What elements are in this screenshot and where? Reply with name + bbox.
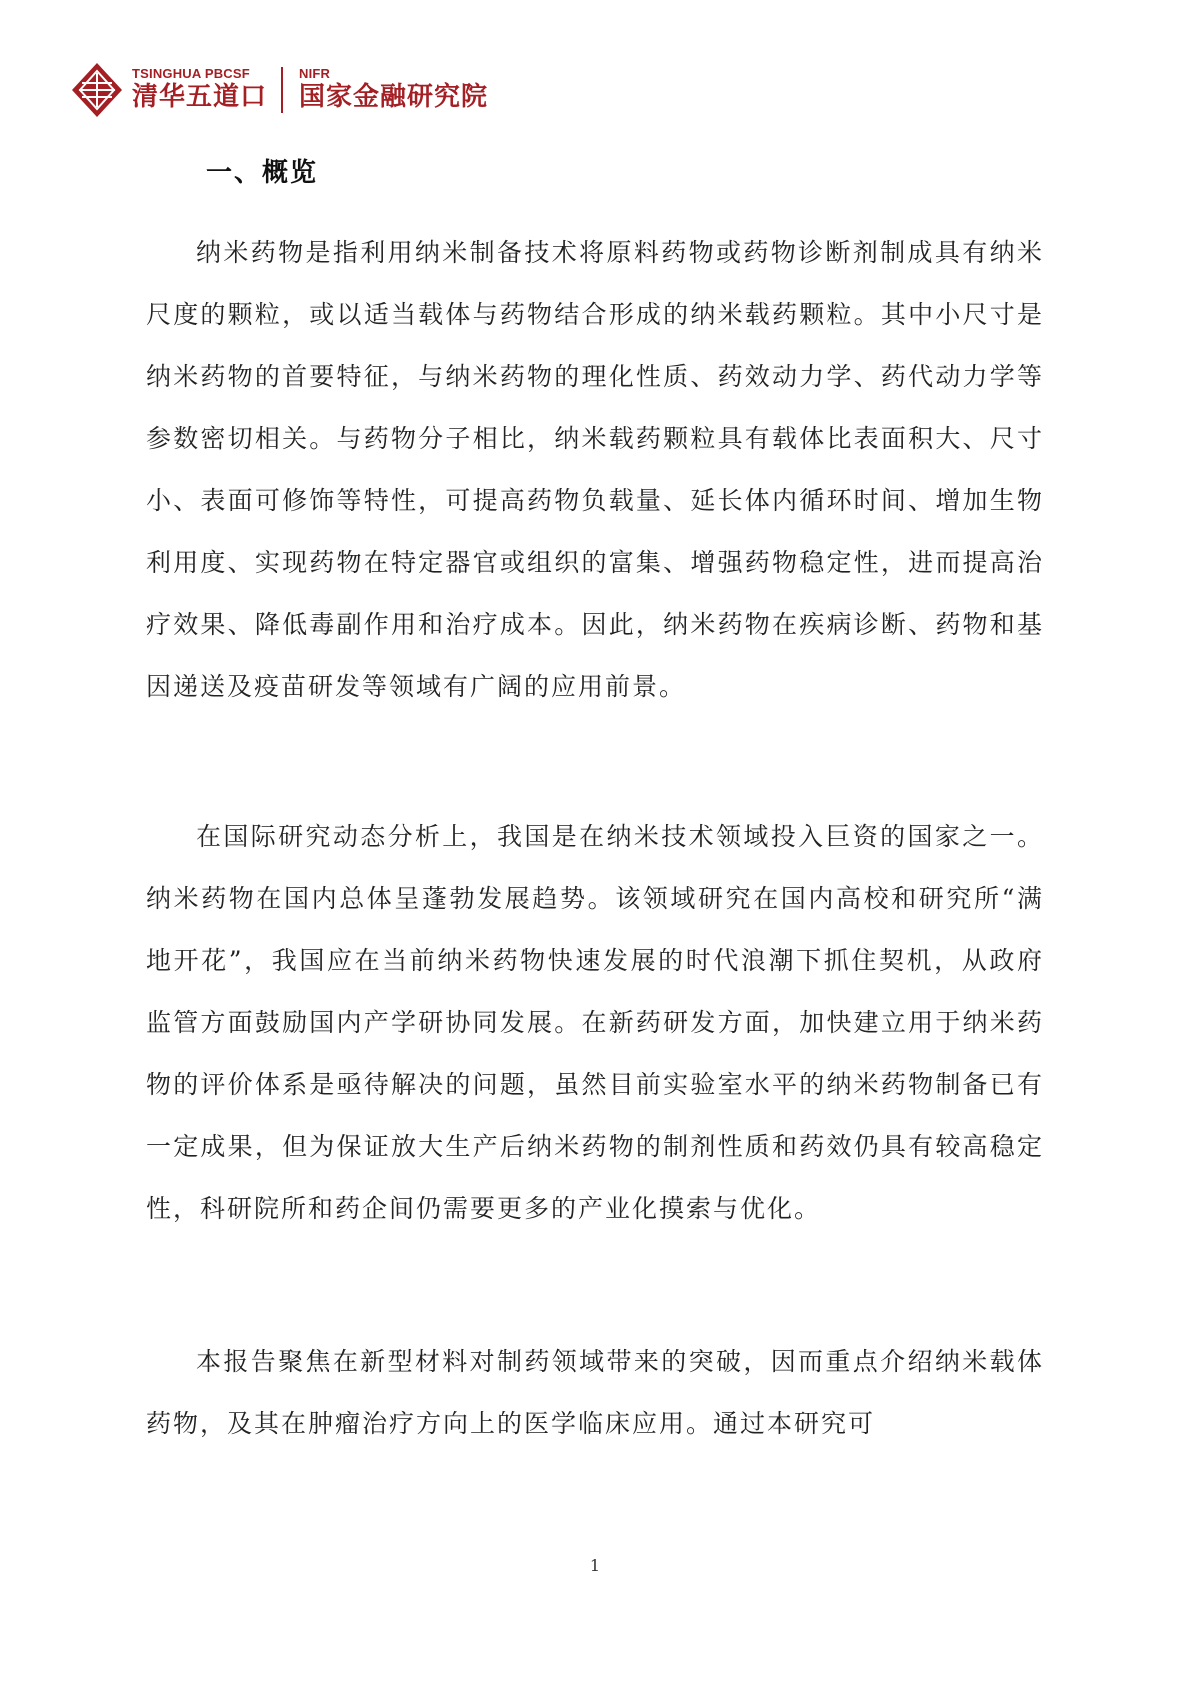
brand-chinese-name: 清华五道口	[132, 82, 268, 112]
paragraph-text: 在国际研究动态分析上，我国是在纳米技术领域投入巨资的国家之一。纳米药物在国内总体呈蓬勃发展趋势。该领域研究在国内高校和研究所“满地开花”，我国应在当前纳米药物快速发展的时代浪潮下抓住契机，从政府监管方面鼓励国内产学研协同发展。在新药研发方面，加快建立用于纳米药物的评价体系是亟待解决的问题，虽然目前实验室水平的纳米药物制备已有一定成果，但为保证放大生产后纳米药物的制剂性质和药效仍具有较高稳定性，科研院所和药企间仍需要更多的产业化摸索与优化。	[146, 822, 1044, 1223]
page-number: 1	[589, 1556, 601, 1575]
paragraph-text: 纳米药物是指利用纳米制备技术将原料药物或药物诊断剂制成具有纳米尺度的颗粒，或以适当载体与药物结合形成的纳米载药颗粒。其中小尺寸是纳米药物的首要特征，与纳米药物的理化性质、药效动力学、药代动力学等参数密切相关。与药物分子相比，纳米载药颗粒具有载体比表面积大、尺寸小、表面可修饰等特性，可提高药物负载量、延长体内循环时间、增加生物利用度、实现药物在特定器官或组织的富集、增强药物稳定性，进而提高治疗效果、降低毒副作用和治疗成本。因此，纳米药物在疾病诊断、药物和基因递送及疫苗研发等领域有广阔的应用前景。	[146, 238, 1044, 701]
tsinghua-pbcsf-logo-icon	[70, 61, 124, 119]
section-title: 一、概览	[206, 158, 319, 188]
institute-chinese-name: 国家金融研究院	[299, 82, 489, 112]
body-paragraph-3	[146, 1331, 1044, 1455]
header-divider	[281, 67, 283, 113]
paragraph-text: 本报告聚焦在新型材料对制药领域带来的突破，因而重点介绍纳米载体药物，及其在肿瘤治疗方向上的医学临床应用。通过本研究可	[146, 1347, 1044, 1438]
page-header	[70, 60, 488, 120]
brand-block	[132, 67, 267, 113]
body-paragraph-2	[146, 806, 1044, 1240]
body-paragraph-1	[146, 222, 1044, 718]
institute-block	[299, 67, 488, 113]
institute-english-name: NIFR	[299, 66, 331, 81]
brand-english-name: TSINGHUA PBCSF	[132, 66, 250, 81]
